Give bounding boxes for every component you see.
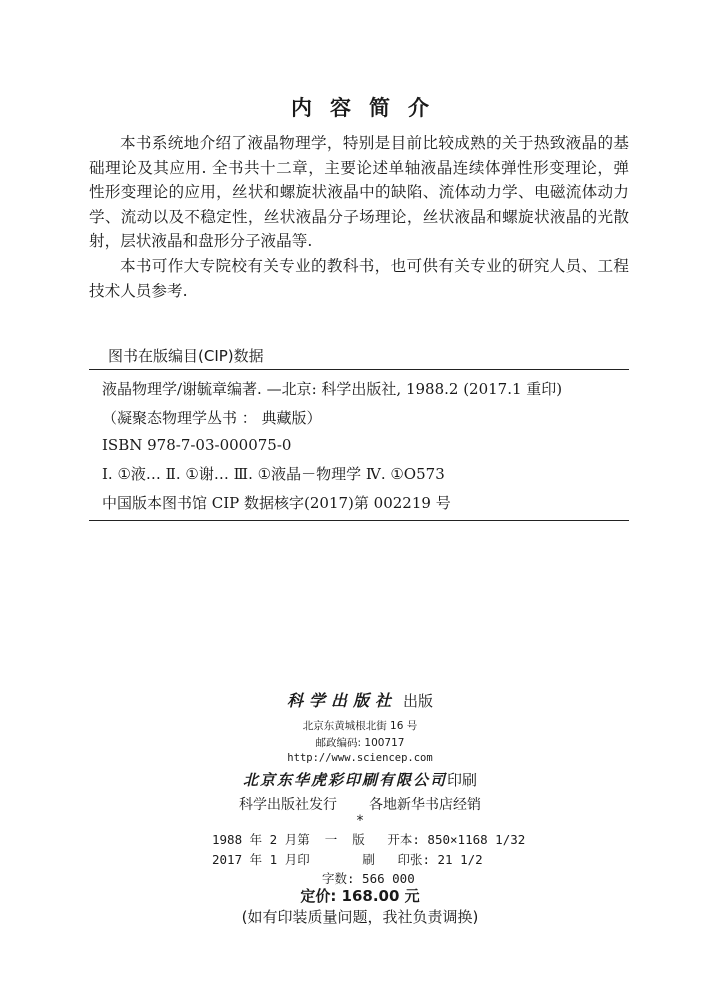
cip-isbn-line: ISBN 978-7-03-000075-0	[102, 436, 292, 454]
distributor-text: 科学出版社发行	[239, 797, 337, 813]
publisher-postcode: 邮政编码: 100717	[315, 737, 405, 749]
printer-suffix: 印刷	[447, 771, 478, 789]
separator-asterisk: *	[356, 813, 364, 829]
sellers-text: 各地新华书店经销	[369, 797, 481, 813]
printer-line	[0, 769, 720, 790]
return-note: (如有印装质量问题，我社负责调换)	[241, 908, 479, 926]
edition-line: 1988 年 2 月第 一 版 开本: 850×1168 1/32	[212, 832, 526, 847]
cip-title-line: 液晶物理学/谢毓章编著. —北京: 科学出版社, 1988.2 (2017.1 重印)	[102, 380, 563, 398]
printer-name: 北京东华虎彩印刷有限公司	[242, 771, 447, 789]
publisher-address: 北京东黄城根北街 16 号	[302, 720, 418, 732]
cip-top-divider	[89, 369, 629, 370]
summary-title: 内容简介	[291, 96, 447, 120]
cip-series-line: （凝聚态物理学丛书 ： 典藏版）	[102, 409, 322, 427]
word-count: 字数: 566 000	[322, 871, 415, 886]
publisher-url: http://www.sciencep.com	[287, 752, 433, 764]
print-line: 2017 年 1 月印 刷 印张: 21 1/2	[212, 852, 483, 867]
cip-header: 图书在版编目(CIP)数据	[108, 347, 264, 365]
summary-paragraph: 本书可作大专院校有关专业的教科书，也可供有关专业的研究人员、工程技术人员参考.	[89, 257, 629, 300]
summary-paragraph: 本书系统地介绍了液晶物理学，特别是目前比较成熟的关于热致液晶的基础理论及其应用. 全书共十二章，主要论述单轴液晶连续体弹性形变理论，弹性形变理论的应用，丝状和螺旋状液晶中的缺陷、流体动力学、电磁流体动力学、流动以及不稳定性，丝状液晶分子场理论，丝状液晶和螺旋状液晶的光散射，层状液晶和盘形分子液晶等.	[89, 134, 629, 251]
cip-record-number-line: 中国版本图书馆 CIP 数据核字(2017)第 002219 号	[102, 494, 451, 512]
cip-bottom-divider	[89, 520, 629, 521]
publisher-logo: 科学出版社	[286, 691, 397, 710]
distribution-line	[0, 794, 720, 814]
publisher-suffix: 出版	[403, 692, 434, 710]
publisher-line	[0, 688, 720, 711]
cip-classification-line: Ⅰ. ①液… Ⅱ. ①谢… Ⅲ. ①液晶－物理学 Ⅳ. ①O573	[102, 465, 445, 483]
price: 定价: 168.00 元	[300, 887, 420, 905]
